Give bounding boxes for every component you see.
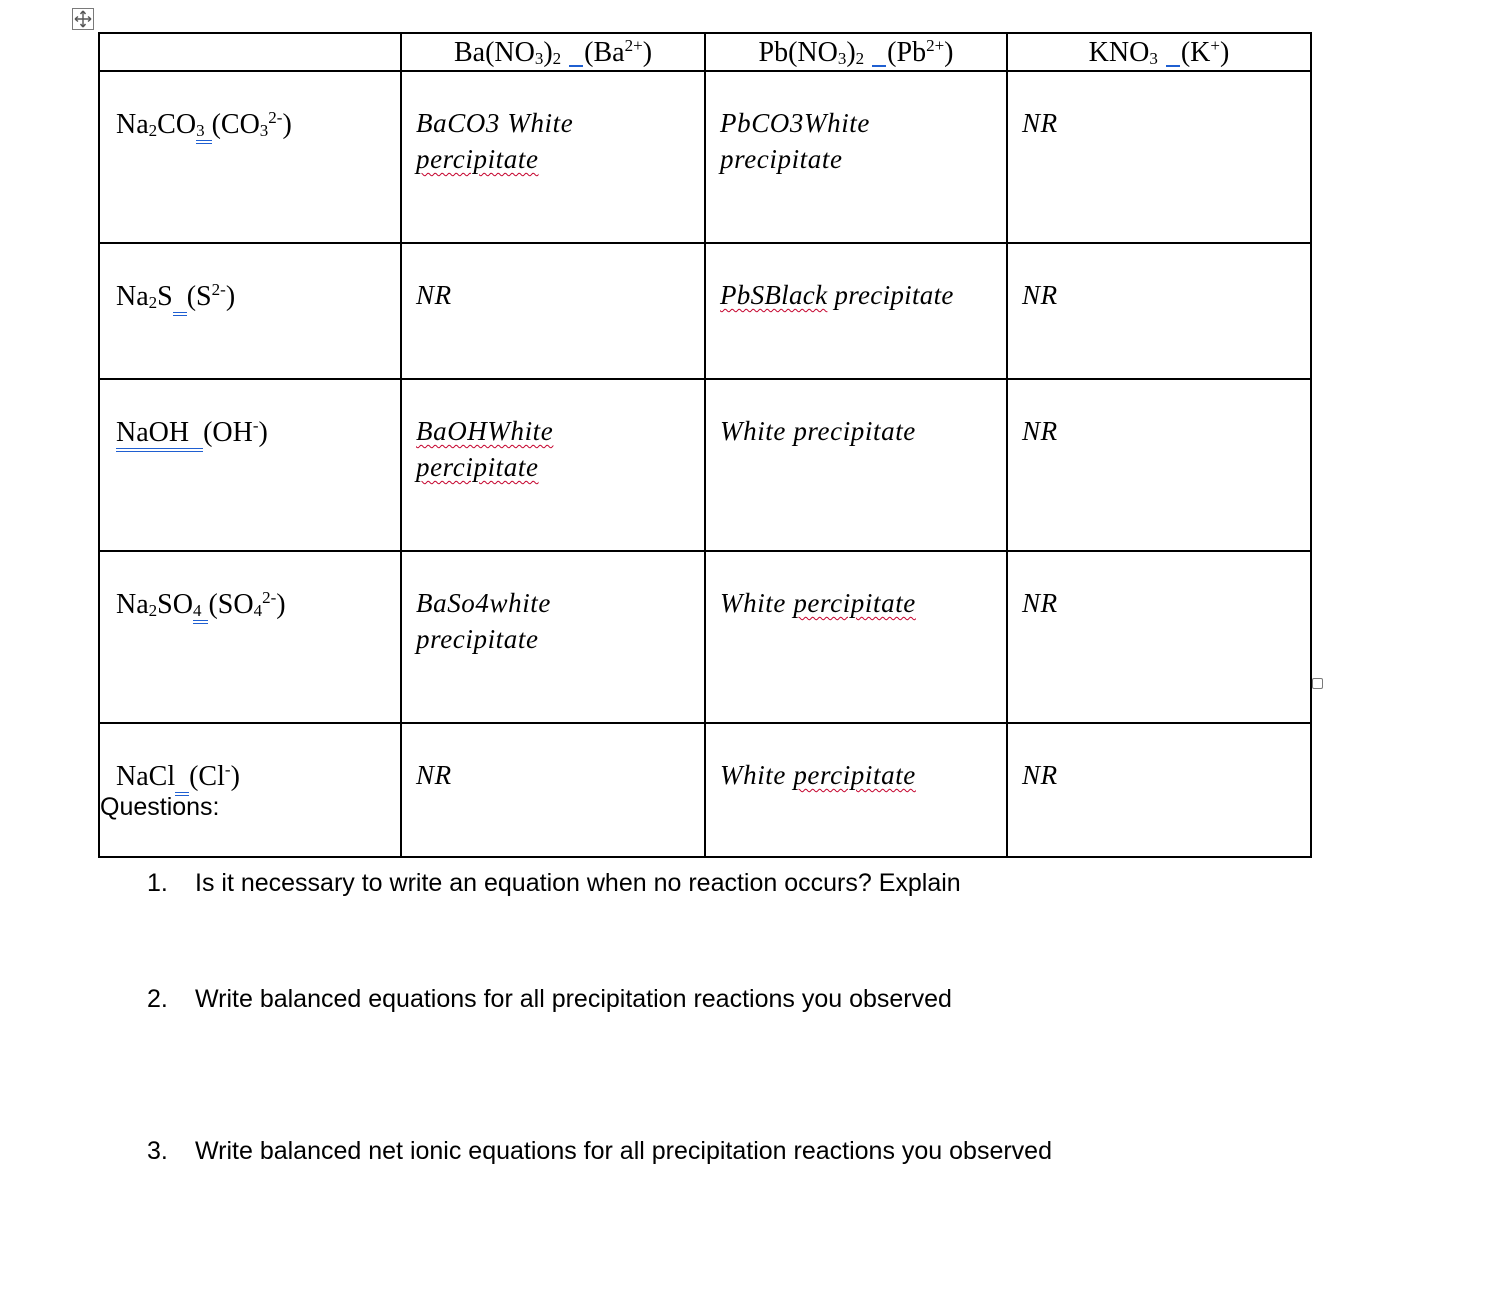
row-label-hydroxide[interactable]: NaOH (OH-): [99, 379, 401, 551]
row-label-carbonate[interactable]: $Na_2CO_3$ $(CO_3^{2-})$: [99, 71, 401, 243]
table-row: [99, 551, 1311, 723]
question-text: Write balanced net ionic equations for all precipitation reactions you observed: [195, 1137, 1052, 1165]
cell-pb-chloride[interactable]: White percipitate: [705, 723, 1007, 857]
questions-heading: Questions:: [100, 793, 220, 821]
row-label-sulfate[interactable]: $Na_2SO_4$ $(SO_4^{2-})$: [99, 551, 401, 723]
question-1: [147, 869, 961, 898]
cell-ba-sulfide[interactable]: NR: [401, 243, 705, 379]
table-row: [99, 243, 1311, 379]
cell-pb-carbonate[interactable]: PbCO3White precipitate: [705, 71, 1007, 243]
row-label-sulfide[interactable]: $Na_2S$ $(S^{2-})$: [99, 243, 401, 379]
header-k-nitrate[interactable]: $KNO_3$ (K+): [1007, 33, 1311, 71]
question-number: 3.: [147, 1137, 168, 1165]
cell-k-sulfate[interactable]: NR: [1007, 551, 1311, 723]
cell-k-hydroxide[interactable]: NR: [1007, 379, 1311, 551]
cell-k-sulfide[interactable]: NR: [1007, 243, 1311, 379]
cell-pb-hydroxide[interactable]: White precipitate: [705, 379, 1007, 551]
table-row: [99, 71, 1311, 243]
row-label-chloride[interactable]: NaCl (Cl-): [99, 723, 401, 857]
question-text: Is it necessary to write an equation when no reaction occurs? Explain: [195, 869, 961, 897]
question-number: 2.: [147, 985, 168, 1013]
question-3: [147, 1137, 1052, 1166]
cell-ba-chloride[interactable]: NR: [401, 723, 705, 857]
header-pb-nitrate[interactable]: $Pb(NO_3)_2$ $(Pb^{2+})$: [705, 33, 1007, 71]
question-number: 1.: [147, 869, 168, 897]
table-header-row: [99, 33, 1311, 71]
question-2: [147, 985, 952, 1014]
header-ba-nitrate[interactable]: $Ba(NO_3)_2$ $(Ba^{2+})$: [401, 33, 705, 71]
cell-ba-carbonate[interactable]: BaCO3 White percipitate: [401, 71, 705, 243]
cell-ba-hydroxide[interactable]: BaOHWhite percipitate: [401, 379, 705, 551]
table-move-handle-icon[interactable]: [72, 8, 94, 30]
cell-k-carbonate[interactable]: NR: [1007, 71, 1311, 243]
question-text: Write balanced equations for all precipitation reactions you observed: [195, 985, 952, 1013]
table-row: [99, 723, 1311, 857]
cell-pb-sulfate[interactable]: White percipitate: [705, 551, 1007, 723]
cell-ba-sulfate[interactable]: BaSo4white precipitate: [401, 551, 705, 723]
table-row: [99, 379, 1311, 551]
cell-k-chloride[interactable]: NR: [1007, 723, 1311, 857]
header-corner[interactable]: [99, 33, 401, 71]
table-resize-handle[interactable]: [1312, 678, 1323, 689]
cell-pb-sulfide[interactable]: PbSBlack precipitate: [705, 243, 1007, 379]
results-table: [98, 32, 1312, 858]
